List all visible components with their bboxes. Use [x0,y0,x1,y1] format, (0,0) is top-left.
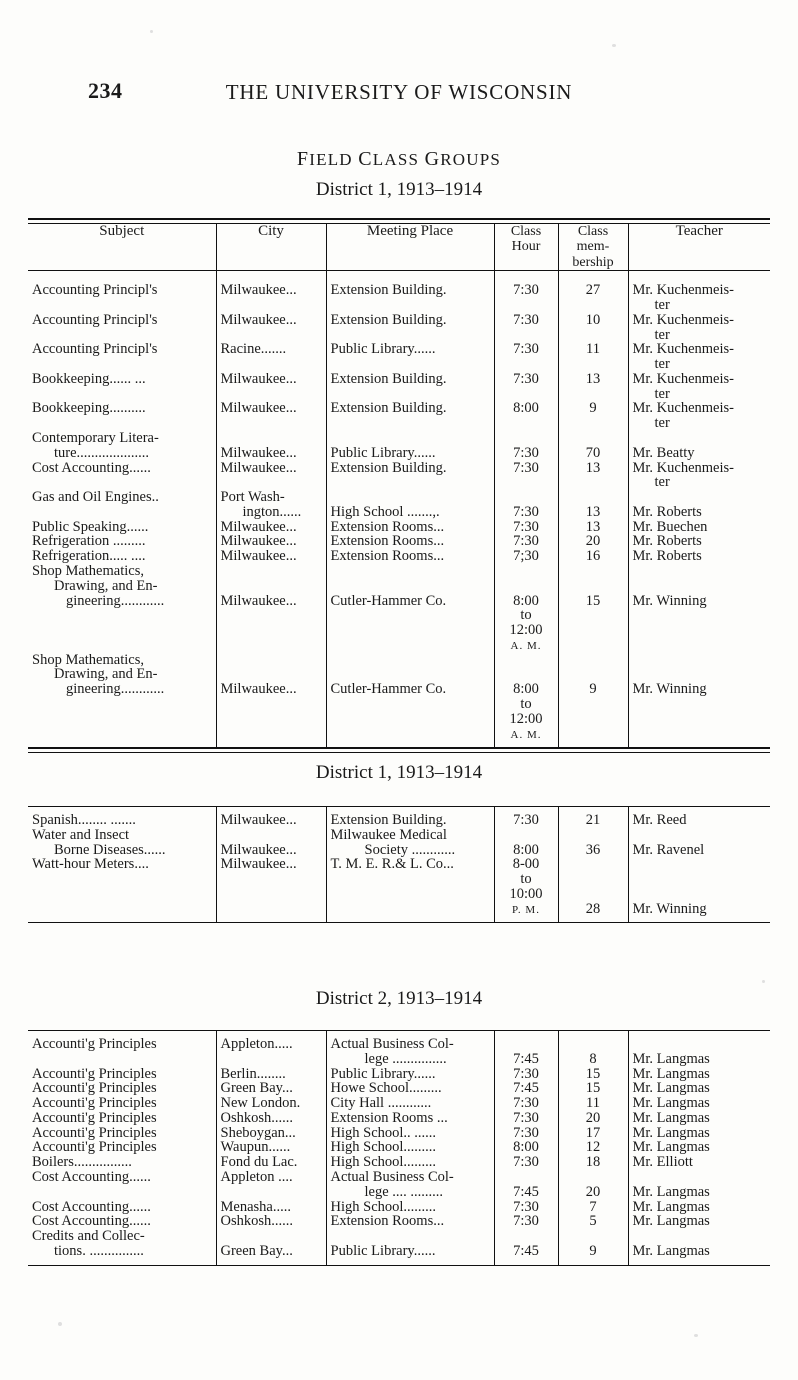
cell-teacher: Mr. Langmas [628,1111,770,1126]
cell-teacher: Mr. Buechen [628,520,770,535]
cell-members: 36 [558,828,628,858]
cell-members: 12 [558,1140,628,1155]
cell-hour: 7:30 [494,313,558,343]
table-row [28,1170,770,1200]
table-row [28,1140,770,1155]
cell-hour: 7:30 [494,1067,558,1082]
cell-place: Howe School......... [326,1081,494,1096]
table-row [28,857,770,916]
cell-city: Milwaukee... [216,549,326,564]
cell-place: Public Library...... [326,1229,494,1259]
cell-city: Green Bay... [216,1229,326,1259]
cell-hour: 7;30 [494,549,558,564]
cell-teacher: Mr. Kuchenmeis- ter [628,283,770,313]
cell-hour: 7:45 [494,1170,558,1200]
running-head: THE UNIVERSITY OF WISCONSIN [225,80,573,104]
cell-subject: Shop Mathematics, Drawing, and En- gineering............ [32,651,165,698]
table-bottom-rule [28,747,770,753]
cell-place: Extension Building. [326,372,494,402]
cell-subject: Bookkeeping...... ... [32,370,146,387]
cell-hour: 7:30 [494,520,558,535]
cell-teacher: Mr. Langmas [628,1170,770,1200]
section-caption: FIELD CLASS GROUPS [296,148,502,170]
title-block [0,148,798,201]
cell-subject: Bookkeeping.......... [32,400,146,417]
cell-place: Extension Building. [326,401,494,431]
scan-speck [612,44,616,47]
cell-place: Cutler-Hammer Co. [326,564,494,653]
cell-hour: 7:30 [494,1126,558,1141]
scan-speck [694,1334,698,1337]
table-row [28,1214,770,1229]
cell-city: Milwaukee... [216,828,326,858]
cell-members: 9 [558,1229,628,1259]
cell-subject: Accounting Principl's [32,311,158,328]
cell-place: Extension Rooms... [326,534,494,549]
table-row [28,520,770,535]
cell-teacher: Mr. Langmas [628,1126,770,1141]
cell-members: 27 [558,283,628,313]
cell-members: 13 [558,461,628,491]
cell-members: 16 [558,549,628,564]
cell-members: 13 [558,490,628,520]
district-heading-3: District 2, 1913–1914 [315,988,483,1009]
cell-teacher: Mr. Langmas [628,1067,770,1082]
table-row [28,342,770,372]
table-row [28,461,770,491]
cell-members: 15 [558,564,628,653]
cell-teacher: Mr. Elliott [628,1155,770,1170]
cell-place: Extension Building. [326,313,494,343]
cell-members: 20 [558,534,628,549]
cell-place: Extension Rooms... [326,520,494,535]
cell-place: Cutler-Hammer Co. [326,653,494,742]
district-heading-2-wrap [0,762,798,784]
cell-city: Sheboygan... [216,1126,326,1141]
cell-subject: Gas and Oil Engines.. [32,489,159,506]
table-row [28,1111,770,1126]
cell-teacher: Mr. Langmas [628,1096,770,1111]
cell-hour: 7:30 [494,534,558,549]
cell-city: Oshkosh...... [216,1111,326,1126]
cell-city: Milwaukee... [216,313,326,343]
cell-hour: 8:00 [494,828,558,858]
district-heading-3-wrap [0,988,798,1010]
cell-hour: 8:00 [494,1140,558,1155]
cell-hour: 7:45 [494,1081,558,1096]
cell-teacher: Mr. Roberts [628,490,770,520]
table-row [28,1096,770,1111]
cell-place: T. M. E. R.& L. Co... [326,857,494,916]
cell-members: 9 [558,653,628,742]
table-row [28,1229,770,1259]
cell-members: 15 [558,1067,628,1082]
col-header-teacher: Teacher [628,224,770,271]
table-row [28,813,770,828]
cell-hour: 8:00 to 12:00 A. M. [494,564,558,653]
cell-place: Extension Building. [326,283,494,313]
table-district1-part1 [28,218,770,753]
cell-place: Extension Rooms... [326,1214,494,1229]
table-row [28,653,770,742]
scan-speck [762,980,765,983]
cell-members: 21 [558,813,628,828]
cell-city: Milwaukee... [216,653,326,742]
table-row [28,1081,770,1096]
cell-place: High School .......,. [326,490,494,520]
cell-city: Oshkosh...... [216,1214,326,1229]
cell-subject: Accounti'g Principles [32,1095,157,1112]
col-header-city: City [216,224,326,271]
cell-place: City Hall ............ [326,1096,494,1111]
cell-subject: Water and Insect Borne Diseases...... [32,826,166,858]
cell-hour: 7:30 [494,490,558,520]
cell-members: 18 [558,1155,628,1170]
section-subcaption: District 1, 1913–1914 [315,179,483,200]
cell-teacher: Mr. Beatty [628,431,770,461]
cell-city: Appleton..... [216,1037,326,1067]
cell-hour: 7:30 [494,372,558,402]
table-row [28,401,770,431]
cell-city: Milwaukee... [216,431,326,461]
table-row [28,549,770,564]
cell-subject: Cost Accounting...... [32,459,151,476]
cell-teacher: Mr. Langmas [628,1214,770,1229]
cell-teacher: Mr. Ravenel [628,828,770,858]
cell-city: Milwaukee... [216,857,326,916]
table-row [28,372,770,402]
cell-subject: Cost Accounting...... [32,1169,151,1186]
cell-teacher: Mr. Winning [628,564,770,653]
cell-members: 17 [558,1126,628,1141]
cell-city: Milwaukee... [216,372,326,402]
cell-teacher: Mr. Langmas [628,1140,770,1155]
cell-city: Green Bay... [216,1081,326,1096]
cell-hour: 7:30 [494,283,558,313]
cell-members: 20 [558,1170,628,1200]
cell-place: Actual Business Col- lege ............... [326,1037,494,1067]
table-district1-part2 [28,806,770,923]
cell-hour: 7:30 [494,1096,558,1111]
cell-place: Extension Building. [326,813,494,828]
cell-teacher: Mr. Kuchenmeis- ter [628,372,770,402]
cell-subject: Cost Accounting...... [32,1198,151,1215]
cell-hour: 7:45 [494,1037,558,1067]
cell-place: Milwaukee Medical Society ............ [326,828,494,858]
cell-members: 11 [558,1096,628,1111]
cell-hour: 7:45 [494,1229,558,1259]
cell-city: Milwaukee... [216,813,326,828]
cell-subject: Public Speaking...... [32,518,149,535]
cell-members: 20 [558,1111,628,1126]
cell-hour: 7:30 [494,431,558,461]
cell-hour: 8:00 to 12:00 A. M. [494,653,558,742]
cell-teacher: Mr. Winning [628,653,770,742]
scan-speck [58,1322,62,1326]
table-bottom-rule [28,922,770,923]
cell-hour: 7:30 [494,461,558,491]
cell-hour: 7:30 [494,1200,558,1215]
cell-hour: 7:30 [494,342,558,372]
cell-place: High School......... [326,1140,494,1155]
field-class-table-2 [28,807,770,922]
cell-teacher: Mr. Kuchenmeis- ter [628,342,770,372]
cell-subject: Contemporary Litera- ture.................... [32,429,159,461]
cell-teacher: Mr. Winning [628,857,770,916]
cell-hour: 7:30 [494,1111,558,1126]
cell-place: Public Library...... [326,431,494,461]
cell-subject: Accounti'g Principles [32,1036,157,1052]
cell-subject: Credits and Collec- tions. ............... [32,1228,145,1259]
cell-city: Menasha..... [216,1200,326,1215]
col-header-place: Meeting Place [326,224,494,271]
cell-teacher: Mr. Kuchenmeis- ter [628,313,770,343]
cell-members: 9 [558,401,628,431]
cell-members: 15 [558,1081,628,1096]
scan-speck [150,30,153,33]
field-class-table-1 [28,224,770,747]
cell-city: Milwaukee... [216,534,326,549]
cell-city: Milwaukee... [216,283,326,313]
cell-teacher: Mr. Roberts [628,549,770,564]
page-header [0,78,798,108]
table-row [28,534,770,549]
field-class-table-3 [28,1031,770,1265]
cell-teacher: Mr. Roberts [628,534,770,549]
page-number: 234 [88,78,123,103]
col-header-subject: Subject [99,223,145,239]
cell-place: Extension Building. [326,461,494,491]
cell-place: High School......... [326,1155,494,1170]
cell-members: 28 [558,857,628,916]
table-row [28,283,770,313]
cell-subject: Spanish........ ....... [32,812,136,828]
table-row [28,1126,770,1141]
cell-subject: Boilers................ [32,1154,132,1171]
cell-subject: Refrigeration ......... [32,533,146,550]
cell-hour: 7:30 [494,1155,558,1170]
cell-hour: 7:30 [494,1214,558,1229]
cell-city: Waupun...... [216,1140,326,1155]
table-row [28,431,770,461]
cell-teacher: Mr. Kuchenmeis- ter [628,401,770,431]
district-heading-2: District 1, 1913–1914 [315,762,483,783]
table-row [28,1155,770,1170]
table-bottom-rule [28,1265,770,1266]
cell-hour: 8-00 to 10:00 P. M. [494,857,558,916]
cell-subject: Accounting Principl's [32,282,158,299]
table-row [28,1037,770,1067]
cell-city: Milwaukee... [216,461,326,491]
cell-city: Fond du Lac. [216,1155,326,1170]
cell-members: 8 [558,1037,628,1067]
cell-subject: Accounti'g Principles [32,1065,157,1082]
col-header-class-hour: Class Hour [494,224,558,271]
table-row [28,490,770,520]
table-district2 [28,1030,770,1266]
cell-subject: Cost Accounting...... [32,1213,151,1230]
cell-teacher: Mr. Langmas [628,1081,770,1096]
cell-place: Actual Business Col- lege .... ......... [326,1170,494,1200]
cell-city: Milwaukee... [216,520,326,535]
table-row [28,564,770,653]
cell-subject: Accounting Principl's [32,341,158,358]
cell-city: Appleton .... [216,1170,326,1200]
cell-hour: 8:00 [494,401,558,431]
table-row [28,313,770,343]
cell-subject: Refrigeration..... .... [32,548,146,565]
cell-subject: Accounti'g Principles [32,1139,157,1156]
cell-members: 5 [558,1214,628,1229]
cell-subject: Accounti'g Principles [32,1080,157,1097]
cell-teacher: Mr. Langmas [628,1229,770,1259]
cell-subject: Accounti'g Principles [32,1124,157,1141]
table-row [28,1067,770,1082]
cell-place: Public Library...... [326,342,494,372]
cell-members: 70 [558,431,628,461]
cell-city: New London. [216,1096,326,1111]
cell-city: Berlin........ [216,1067,326,1082]
table-body [28,271,770,748]
cell-place: Extension Rooms ... [326,1111,494,1126]
cell-place: High School......... [326,1200,494,1215]
cell-members: 10 [558,313,628,343]
cell-members: 7 [558,1200,628,1215]
cell-teacher: Mr. Langmas [628,1200,770,1215]
cell-city: Milwaukee... [216,564,326,653]
cell-subject: Watt-hour Meters.... [32,856,149,873]
cell-subject: Accounti'g Principles [32,1109,157,1126]
cell-members: 13 [558,372,628,402]
cell-teacher: Mr. Kuchenmeis- ter [628,461,770,491]
cell-place: Extension Rooms... [326,549,494,564]
cell-place: Public Library...... [326,1067,494,1082]
cell-teacher: Mr. Reed [628,813,770,828]
cell-place: High School.. ...... [326,1126,494,1141]
col-header-class-membership: Class mem- bership [558,224,628,271]
table-row [28,1200,770,1215]
cell-city: Port Wash- ington...... [216,490,326,520]
cell-hour: 7:30 [494,813,558,828]
cell-members: 11 [558,342,628,372]
cell-subject: Shop Mathematics, Drawing, and En- gineering............ [32,563,165,609]
table-head [28,224,770,271]
cell-teacher: Mr. Langmas [628,1037,770,1067]
cell-city: Racine....... [216,342,326,372]
cell-city: Milwaukee... [216,401,326,431]
cell-members: 13 [558,520,628,535]
table-row [28,828,770,858]
